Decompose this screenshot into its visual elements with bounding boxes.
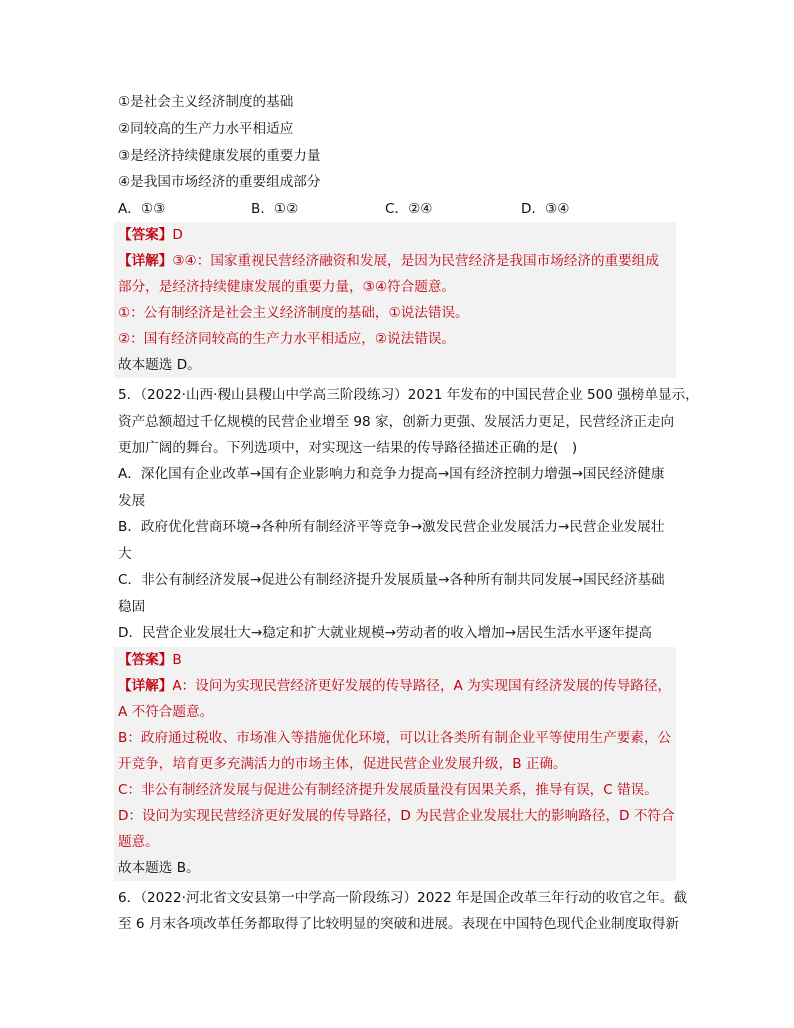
q5-option-a: A．深化国有企业改革→国有企业影响力和竞争力提高→国有经济控制力增强→国民经济健康 <box>118 466 665 482</box>
q5-detail-tag: 【详解】 <box>118 678 173 694</box>
q4-detail-tag: 【详解】 <box>118 253 173 269</box>
q5-answer-tag: 【答案】 <box>118 652 173 668</box>
q4-detail-line-4: ②：国有经济同较高的生产力水平相适应，②说法错误。 <box>118 331 456 347</box>
q5-detail-line-5: C：非公有制经济发展与促进公有制经济提升发展质量没有因果关系，推导有误，C 错误。 <box>118 782 658 798</box>
q5-detail-text-1: A：设问为实现民营经济更好发展的传导路径，A 为实现国有经济发展的传导路径， <box>172 678 672 694</box>
q6-stem-line-1: 6．（2022·河北省文安县第一中学高一阶段练习）2022 年是国企改革三年行动的收官之年。截 <box>118 890 688 906</box>
q5-option-c-cont: 稳固 <box>118 599 146 615</box>
q4-statement-3: ③是经济持续健康发展的重要力量 <box>118 148 321 164</box>
q5-option-b-cont: 大 <box>118 546 132 562</box>
q4-option-b: B．①② <box>251 201 299 217</box>
q5-stem-line-2: 资产总额超过千亿规模的民营企业增至 98 家，创新力更强、发展活力更足，民营经济正走向 <box>118 414 675 430</box>
q5-answer-value: B <box>172 652 182 668</box>
q5-option-d: D．民营企业发展壮大→稳定和扩大就业规模→劳动者的收入增加→居民生活水平逐年提高 <box>118 625 653 641</box>
q5-option-b: B．政府优化营商环境→各种所有制经济平等竞争→激发民营企业发展活力→民营企业发展壮 <box>118 519 665 535</box>
q4-detail-line-3: ①：公有制经济是社会主义经济制度的基础，①说法错误。 <box>118 305 469 321</box>
q5-detail-line-1 <box>118 673 674 699</box>
q4-statement-1: ①是社会主义经济制度的基础 <box>118 94 294 110</box>
q4-option-d: D．③④ <box>521 201 570 217</box>
q4-detail-text-1: ③④：国家重视民营经济融资和发展，是因为民营经济是我国市场经济的重要组成 <box>172 253 659 269</box>
q5-detail-line-2: A 不符合题意。 <box>118 704 214 720</box>
q5-detail-line-4: 开竞争，培育更多充满活力的市场主体，促进民营企业发展升级，B 正确。 <box>118 756 567 772</box>
q5-detail-line-7: 题意。 <box>118 834 159 850</box>
q4-conclusion: 故本题选 D。 <box>118 357 201 373</box>
q5-conclusion: 故本题选 B。 <box>118 860 200 876</box>
q4-detail-line-1 <box>118 248 674 274</box>
q5-option-a-cont: 发展 <box>118 493 146 509</box>
q4-option-a: A．①③ <box>118 201 166 217</box>
q5-answer-line <box>118 647 674 673</box>
q6-stem-line-2: 至 6 月末各项改革任务都取得了比较明显的突破和进展。表现在中国特色现代企业制度取得新 <box>118 916 680 932</box>
q5-answer-block <box>114 647 676 881</box>
q5-detail-line-3: B：政府通过税收、市场准入等措施优化环境，可以让各类所有制企业平等使用生产要素，公 <box>118 730 672 746</box>
q4-option-c: C．②④ <box>385 201 433 217</box>
q4-answer-block <box>114 222 676 378</box>
q4-statement-4: ④是我国市场经济的重要组成部分 <box>118 174 321 190</box>
q4-detail-line-2: 部分，是经济持续健康发展的重要力量，③④符合题意。 <box>118 279 456 295</box>
q4-answer-value: D <box>172 227 183 243</box>
q4-options <box>118 196 688 222</box>
q5-stem-line-1: 5．（2022·山西·稷山县稷山中学高三阶段练习）2021 年发布的中国民营企业 500 强榜单显示， <box>118 387 699 403</box>
q4-answer-line <box>118 222 674 248</box>
q5-detail-line-6: D：设问为实现民营经济更好发展的传导路径，D 为民营企业发展壮大的影响路径，D 不符合 <box>118 808 675 824</box>
q4-answer-tag: 【答案】 <box>118 227 173 243</box>
q5-option-c: C．非公有制经济发展→促进公有制经济提升发展质量→各种所有制共同发展→国民经济基础 <box>118 572 665 588</box>
q5-stem-line-3: 更加广阔的舞台。下列选项中，对实现这一结果的传导路径描述正确的是( ) <box>118 440 578 456</box>
q4-statement-2: ②同较高的生产力水平相适应 <box>118 121 294 137</box>
